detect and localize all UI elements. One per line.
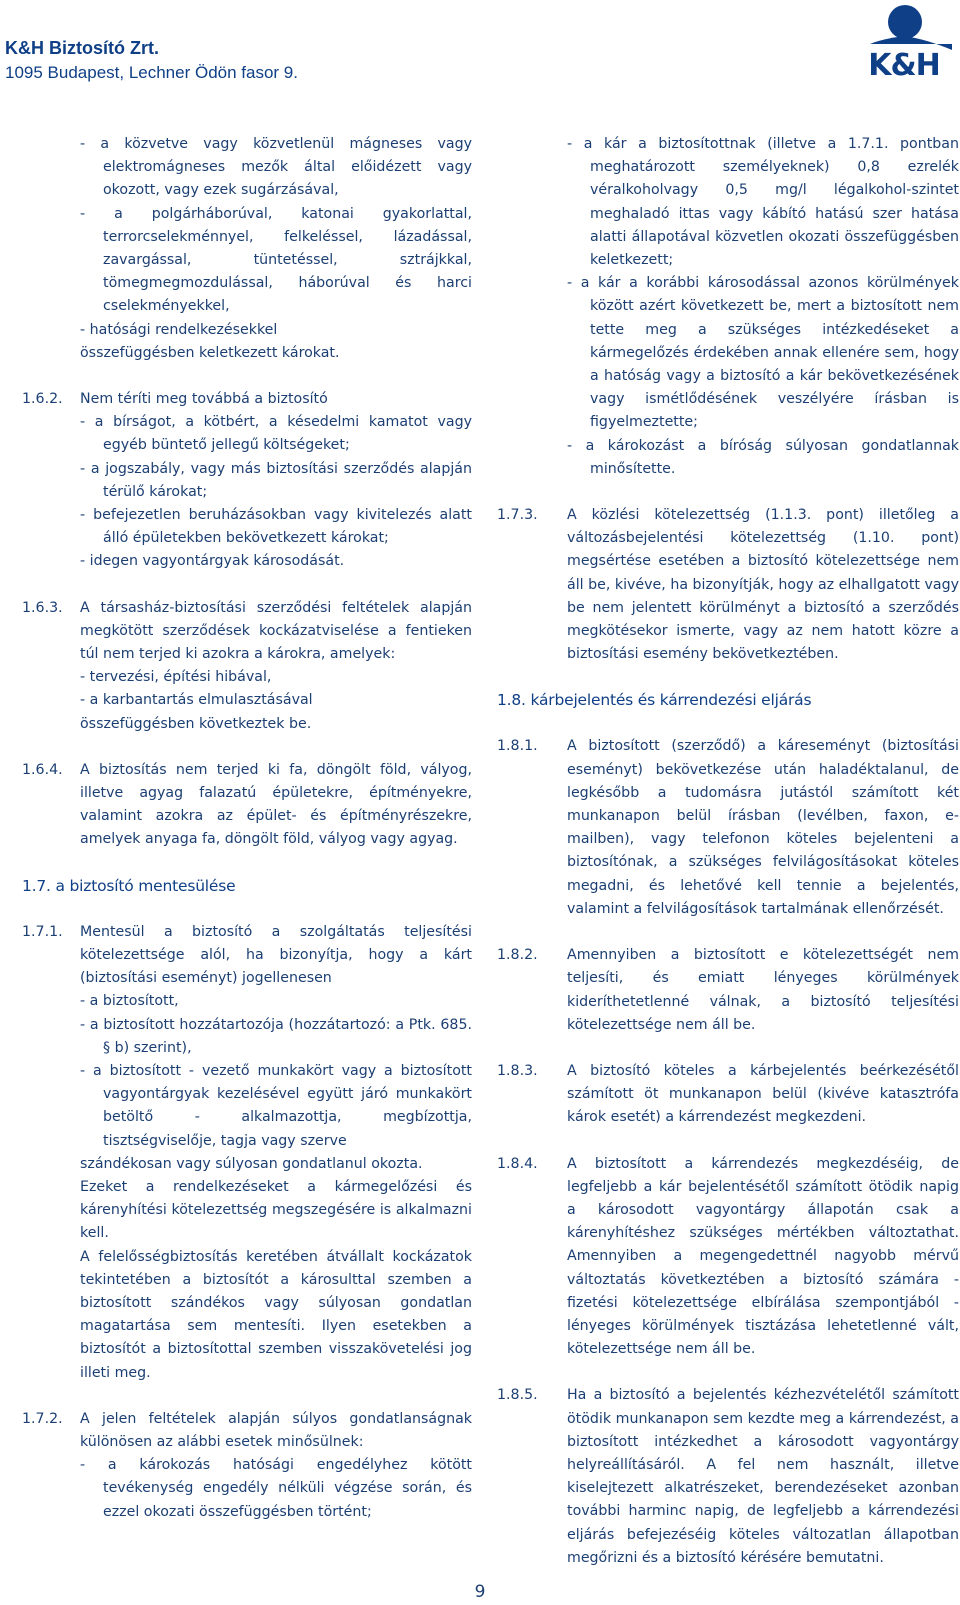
list-item: - a jogszabály, vagy más biztosítási szerződés alapján térülő károkat; xyxy=(80,460,472,500)
section-1-7-3 xyxy=(497,504,959,666)
continued-list xyxy=(22,133,472,365)
section-label: 1.8.2. xyxy=(497,947,538,964)
list-closing: összefüggésben keletkezett károkat. xyxy=(80,344,340,361)
list-item: - a bírságot, a kötbért, a késedelmi kamatot vagy egyéb büntető jellegű költségeket; xyxy=(80,414,472,454)
section-text: A közlési kötelezettség (1.1.3. pont) illetőleg a változásbejelentési kötelezettség (1.10. pont) megsértése esetében a biztosító kötelezettsége nem áll be, kivéve, ha bizonyítják, hogy az elhallgatott vagy be nem jelentett körülményt a biztosító a szerződés megkötésekor ismerte, vagy az nem hatott közre a biztosítási esemény bekövetkeztében. xyxy=(567,507,959,663)
list-item: - idegen vagyontárgyak károsodását. xyxy=(80,553,345,570)
section-label: 1.8.4. xyxy=(497,1155,538,1172)
list-closing: szándékosan vagy súlyosan gondatlanul okozta. xyxy=(80,1155,423,1172)
section-intro: Mentesül a biztosító a szolgáltatás teljesítési kötelezettsége alól, ha bizonyítja, hogy a kárt (biztosítási eseményt) jogellenesen xyxy=(80,923,472,987)
list-item: - a közvetve vagy közvetlenül mágneses vagy elektromágneses mezők által előidézett vagy okozott, vagy ezek sugárzásával, xyxy=(80,136,472,199)
section-label: 1.6.3. xyxy=(22,599,63,616)
section-1-7-1 xyxy=(22,921,472,1385)
list-item: - a károkozást a bíróság súlyosan gondatlannak minősítette. xyxy=(567,437,959,477)
list-item: - tervezési, építési hibával, xyxy=(80,669,272,686)
section-text: A társasház-biztosítási szerződési feltételek alapján megkötött szerződések kockázatviselése a fentieken túl nem terjed ki azokra a károkra, amelyek: xyxy=(80,599,472,663)
list-item: - a kár a korábbi károsodással azonos körülmények között azért következett be, mert a biztosított nem tette meg a szükséges intézkedéseket a kármegelőzés érdekében annak ellenére sem, hogy a hatóság vagy a biztosító a kár bekövetkezésének vagy ismétlődésének veszélyére írásban is figyelmeztette; xyxy=(567,275,959,431)
section-1-8-3 xyxy=(497,1060,959,1130)
section-1-6-3 xyxy=(22,597,472,736)
section-1-6-2 xyxy=(22,388,472,574)
list-closing: összefüggésben következtek be. xyxy=(80,715,312,732)
page-number: 9 xyxy=(474,1582,486,1602)
list-item: - a biztosított - vezető munkakört vagy a biztosított vagyontárgyak kezelésével együtt járó munkakört betöltő - alkalmazottja, megbízottja, tisztségviselője, tagja vagy szerve xyxy=(80,1062,472,1149)
section-label: 1.7.2. xyxy=(22,1410,63,1427)
section-1-7-2 xyxy=(22,1408,472,1524)
section-label: 1.8.5. xyxy=(497,1387,538,1404)
list-item: - a biztosított, xyxy=(80,993,179,1010)
section-1-8-4 xyxy=(497,1153,959,1362)
section-label: 1.6.4. xyxy=(22,761,63,778)
heading-1-7: 1.7. a biztosító mentesülése xyxy=(22,876,236,895)
section-1-8-5 xyxy=(497,1384,959,1570)
section-text: A biztosítás nem terjed ki fa, döngölt föld, vályog, illetve agyag falazatú épületekre, építményekre, valamint azokra az épület- és építményrészekre, amelyek anyaga fa, döngölt föld, vályog vagy agyag. xyxy=(80,761,472,848)
paragraph: Ezeket a rendelkezéseket a kármegelőzési és kárenyhítési kötelezettség megszegésére is alkalmazni kell. xyxy=(80,1178,472,1242)
section-text: Amennyiben a biztosított e kötelezettségét nem teljesíti, és emiatt lényeges körülmények kideríthetetlenné válnak, a biztosító teljesítési kötelezettsége nem áll be. xyxy=(567,947,959,1033)
section-label: 1.7.3. xyxy=(497,507,538,524)
company-name: K&H Biztosító Zrt. xyxy=(5,38,159,58)
list-item: - a polgárháborúval, katonai gyakorlattal, terrorcselekménnyel, felkeléssel, lázadással, zavargással, tüntetéssel, sztrájkkal, tömegmegmozdulással, háborúval és harci cselekményekkel, xyxy=(80,205,472,315)
section-label: 1.8.3. xyxy=(497,1062,538,1079)
list-item: - a karbantartás elmulasztásával xyxy=(80,692,313,709)
section-text: A biztosított (szerződő) a káreseményt (biztosítási eseményt) bekövetkezése után haladéktalanul, de legkésőbb a tudomásra jutástól számított két munkanapon belül írásban (levélben, faxon, e-mailben), vagy telefonon köteles bejelenteni a biztosítónak, a szükséges felvilágosításokat köteles megadni, és lehetővé kell tennie a bejelentés, valamint a felvilágosítások tartalmának ellenőrzését. xyxy=(567,738,959,917)
company-address: 1095 Budapest, Lechner Ödön fasor 9. xyxy=(5,63,298,82)
list-item: - hatósági rendelkezésekkel xyxy=(80,321,278,338)
kh-logo xyxy=(850,0,960,84)
page-header xyxy=(0,0,960,100)
continued-list xyxy=(497,133,959,481)
section-1-8-1 xyxy=(497,735,959,921)
section-intro: Nem téríti meg továbbá a biztosító xyxy=(80,391,328,408)
section-text: Ha a biztosító a bejelentés kézhezvételétől számított ötödik munkanapon sem kezdte meg a kárrendezést, a biztosított intézkedhet a károsodott vagyontárgy helyreállításáról. A fel nem használt, illetve kiselejtezett alkatrészeket, berendezéseket azonban további harminc napig, de legfeljebb a kárrendezési eljárás befejezéséig köteles változatlan állapotban megőrizni és a biztosító kérésére bemutatni. xyxy=(567,1387,959,1566)
logo-text: K&H xyxy=(868,48,940,83)
paragraph: A felelősségbiztosítás keretében átvállalt kockázatok tekintetében a biztosítót a károsulttal szemben a biztosított szándékos vagy súlyosan gondatlan magatartása sem mentesíti. Ilyen esetekben a biztosítót a biztosítottal szemben visszakövetelési jog illeti meg. xyxy=(80,1248,472,1381)
section-label: 1.7.1. xyxy=(22,923,63,940)
section-label: 1.6.2. xyxy=(22,391,63,408)
list-item: - a kár a biztosítottnak (illetve a 1.7.1. pontban meghatározott személyeknek) 0,8 ezrelék véralkoholvagy 0,5 mg/l légalkohol-szintet meghaladó ittas vagy kábító hatású szer hatása alatti állapotával közvetlen okozati összefüggésben keletkezett; xyxy=(567,136,959,269)
list-item: - a biztosított hozzátartozója (hozzátartozó: a Ptk. 685. § b) szerint), xyxy=(80,1016,472,1056)
heading-1-8: 1.8. kárbejelentés és kárrendezési eljárás xyxy=(497,691,812,710)
list-item: - befejezetlen beruházásokban vagy kivitelezés alatt álló épületekben bekövetkezett károkat; xyxy=(80,507,472,547)
list-item: - a károkozás hatósági engedélyhez kötött tevékenység engedély nélküli végzése során, és ezzel okozati összefüggésben történt; xyxy=(80,1457,472,1520)
section-text: A biztosított a kárrendezés megkezdéséig, de legfeljebb a kár bejelentésétől számított ötödik napig a károsodott vagyontárgy állapotán csak a kárenyhítéshez szükséges mértékben változtathat. Amennyiben a megengedettnél nagyobb mérvű változtatás következtében a biztosító számára - fizetési kötelezettsége elbírálása szempontjából - lényeges körülmények tisztázása lehetetlenné vált, kötelezettsége nem áll be. xyxy=(567,1155,959,1358)
section-label: 1.8.1. xyxy=(497,738,538,755)
section-1-6-4 xyxy=(22,759,472,852)
right-column xyxy=(497,133,959,1570)
section-intro: A jelen feltételek alapján súlyos gondatlanságnak különösen az alábbi esetek minősülnek: xyxy=(80,1410,472,1450)
section-text: A biztosító köteles a kárbejelentés beérkezésétől számított öt munkanapon belül (kivéve katasztrófa károk esetét) a kárrendezést megkezdeni. xyxy=(567,1062,959,1126)
section-1-8-2 xyxy=(497,944,959,1037)
left-column xyxy=(22,133,472,1524)
